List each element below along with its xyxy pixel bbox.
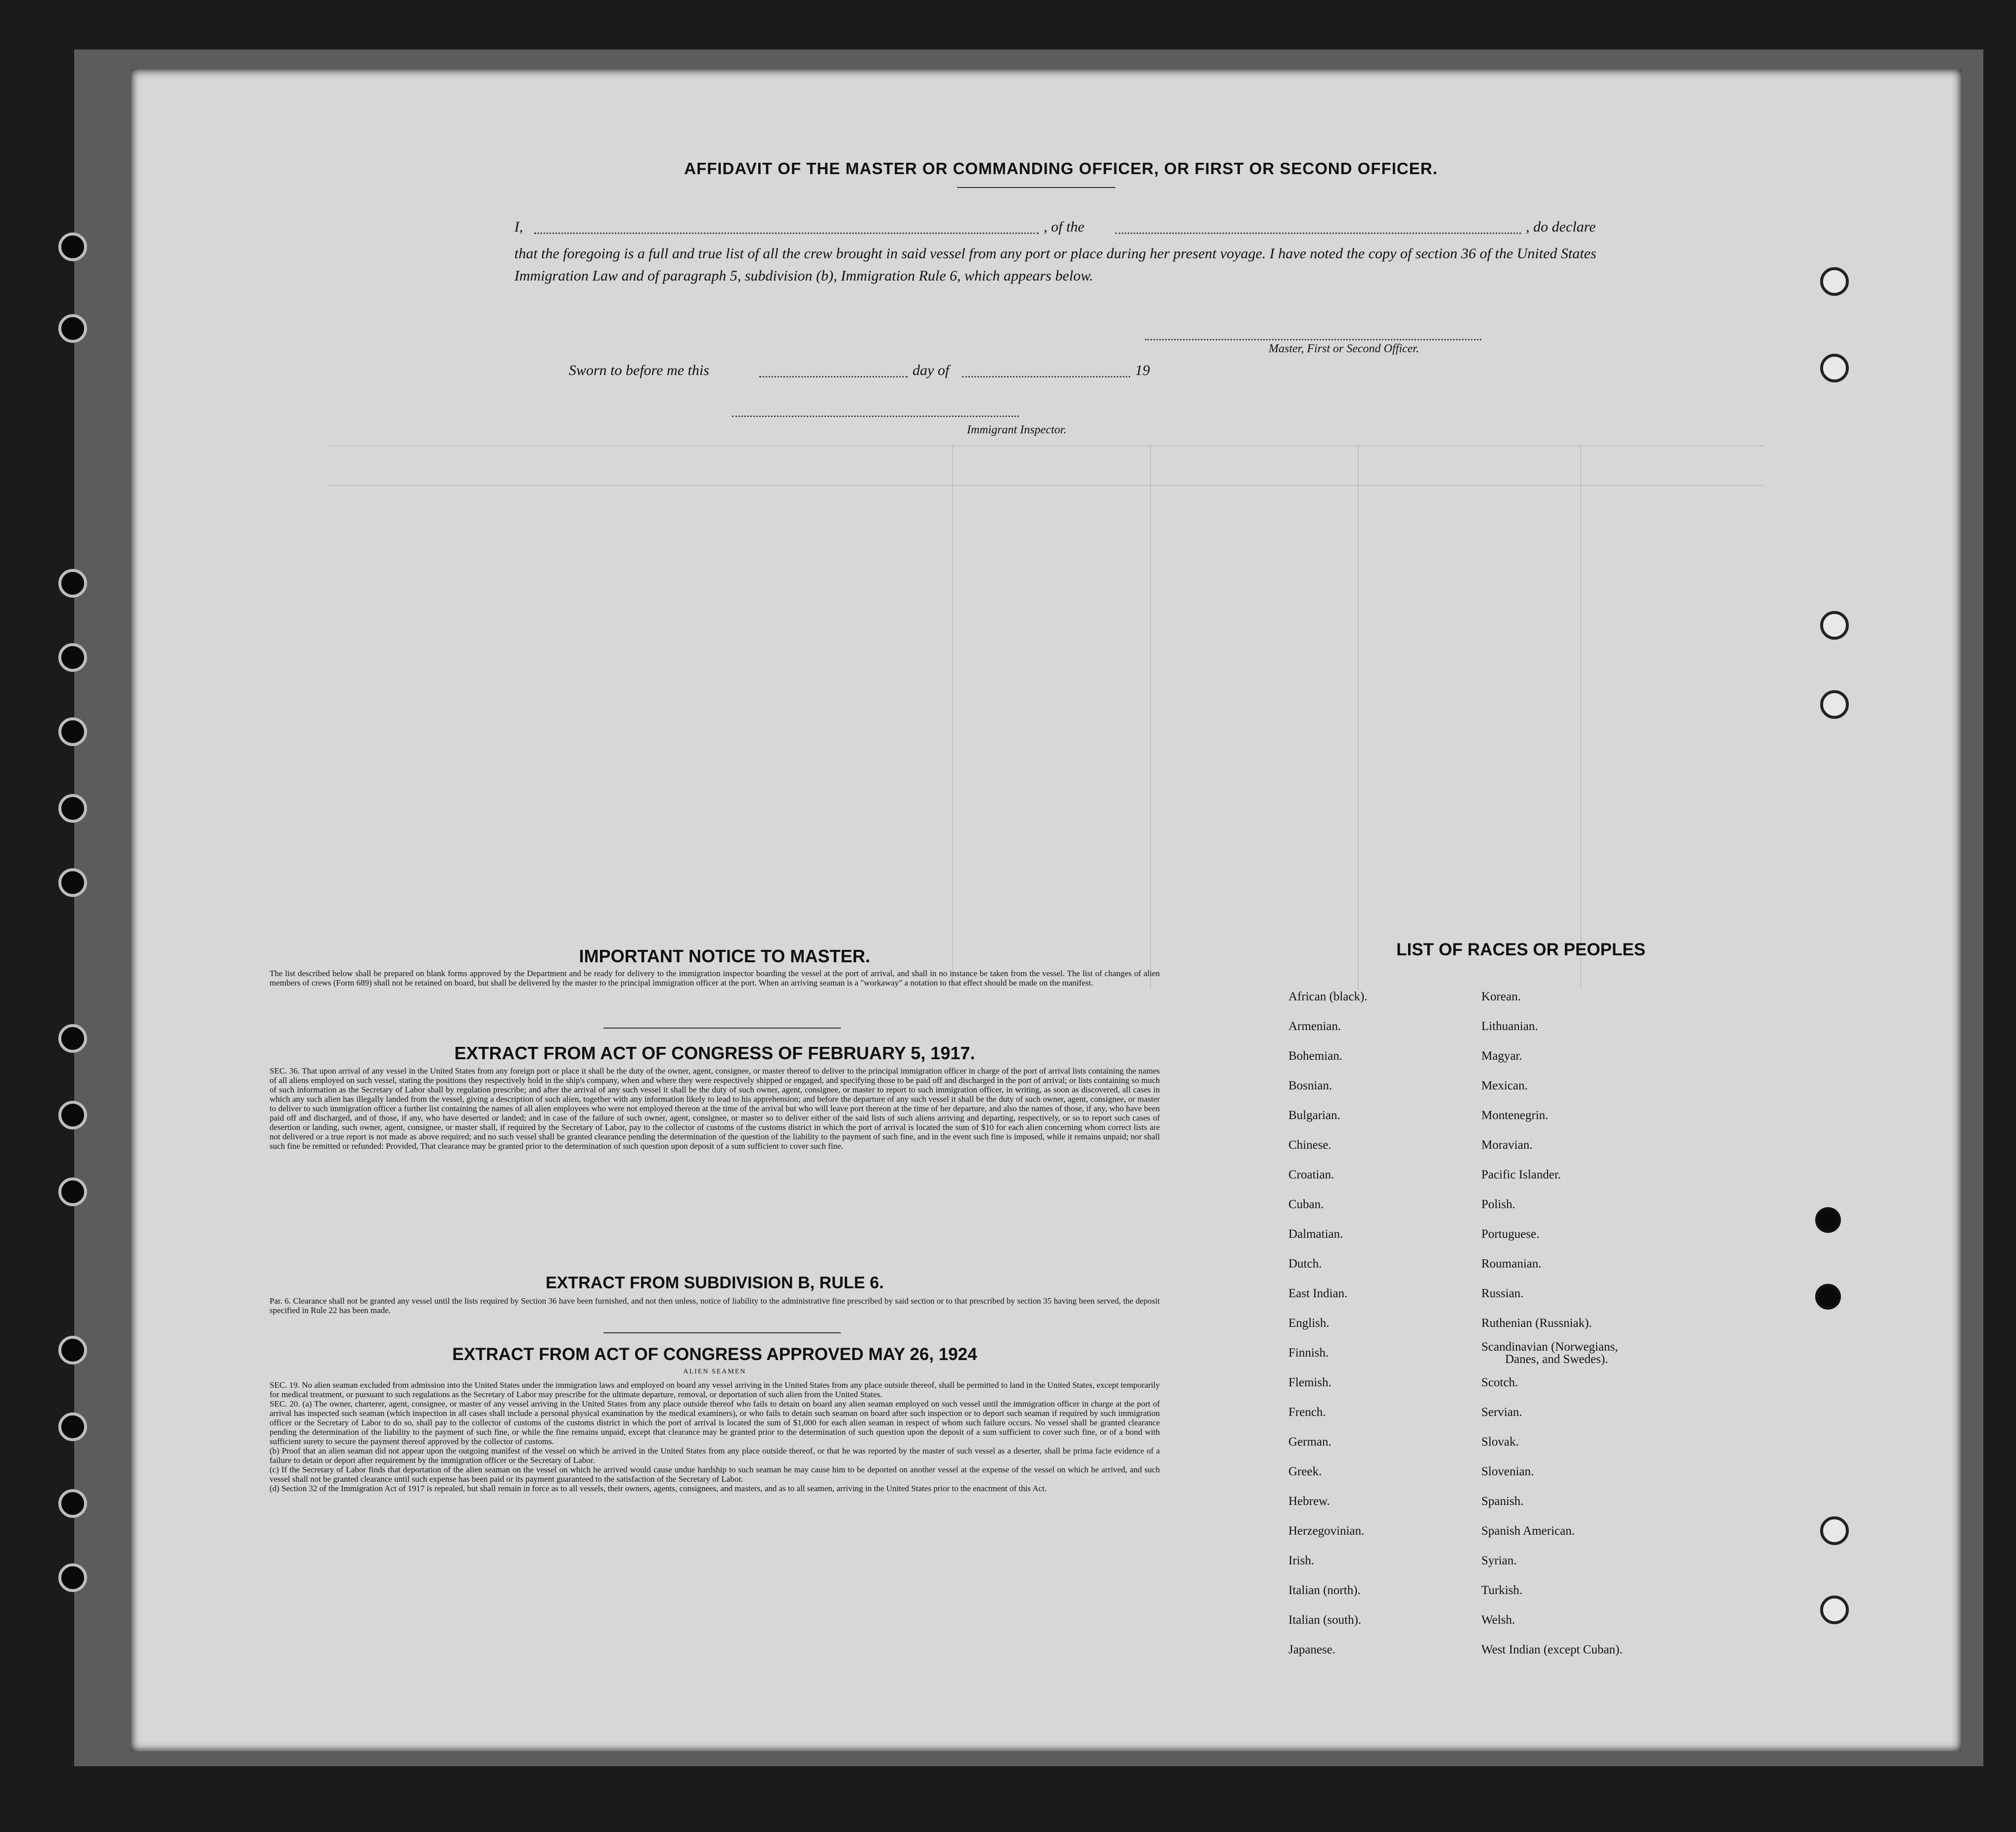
sec-20b-text: (b) Proof that an alien seaman did not appear upon the outgoing manifest of the vessel on which he arrived in the United States from any place outside thereof, or that he was reported by the master of such vessel as a deserter, shall be prima facie evidence of a failure to detain or deport after requirement by the immigration officer or the Secretary of Labor.	[270, 1446, 1160, 1465]
race-item: Dalmatian.	[1288, 1227, 1343, 1241]
race-item: German.	[1288, 1435, 1331, 1449]
inspector-blank	[732, 416, 1019, 417]
sworn-month-blank	[962, 376, 1130, 377]
race-item: French.	[1288, 1406, 1326, 1419]
sec-20c-text: (c) If the Secretary of Labor finds that deportation of the alien seaman on the vessel on which he arrived would cause undue hardship to such seaman he may cause him to be deported on another vessel at the expense of the vessel on which he arrived, and such vessel shall not be granted clearance until such expense has been paid or its payment guaranteed to the satisfaction of the Secretary of Labor.	[270, 1465, 1160, 1484]
binder-hole	[58, 1489, 87, 1518]
race-item: Slovak.	[1481, 1435, 1519, 1449]
sec-20a-text: SEC. 20. (a) The owner, charterer, agent, consignee, or master of any vessel arriving in the United States from any place outside thereof who fails to detain on board any alien seaman employed on such vessel until the immigration officer in charge at the port of arrival has inspected such seaman (which inspection in all cases shall include a personal physical examination by the medical examiners), or who fails to detain such seaman on board after such inspection or to deport such seaman if required by such immigration officer or the Secretary of Labor to do so, shall pay to the collector of customs of the customs district in which the port of arrival is located the sum of $1,000 for each alien seaman in respect of whom such failure occurs. No vessel shall be granted clearance pending the determination of the liability to the payment of such fine, or while the fine remains unpaid, except that clearance may be granted prior to the determination of such question upon the deposit of a sum sufficient to cover such fine, or of a bond with sufficient surety to secure the payment thereof approved by the collector of customs.	[270, 1399, 1160, 1446]
affidavit-of-the: , of the	[1044, 219, 1085, 235]
race-item: Greek.	[1288, 1465, 1322, 1478]
race-item: Irish.	[1288, 1554, 1315, 1567]
races-title: LIST OF RACES OR PEOPLES	[1396, 940, 1646, 959]
race-item: Spanish.	[1481, 1495, 1524, 1508]
binder-hole	[58, 1101, 87, 1129]
binder-hole	[58, 569, 87, 598]
race-item: Servian.	[1481, 1406, 1522, 1419]
binder-hole	[1820, 267, 1849, 296]
extract-1917-title: EXTRACT FROM ACT OF CONGRESS OF FEBRUARY 5, 1917.	[454, 1043, 975, 1063]
binder-hole	[1815, 1284, 1841, 1310]
race-item: Portuguese.	[1481, 1227, 1540, 1241]
race-item: Japanese.	[1288, 1643, 1336, 1656]
binder-hole	[1820, 611, 1849, 640]
race-item: Scandinavian (Norwegians,	[1481, 1340, 1618, 1354]
race-item: Cuban.	[1288, 1198, 1324, 1211]
race-item: Spanish American.	[1481, 1524, 1575, 1538]
binder-hole	[58, 643, 87, 672]
race-item: Finnish.	[1288, 1346, 1329, 1360]
sec-19-text: SEC. 19. No alien seaman excluded from admission into the United States under the immigration laws and employed on board any vessel arriving in the United States from any place outside thereof, shall be permitted to land in the United States, except temporarily for medical treatment, or pursuant to such regulations as the Secretary of Labor may prescribe for the ultimate departure, removal, or deportation of such alien from the United States.	[270, 1380, 1160, 1399]
extract-1917-body: SEC. 36. That upon arrival of any vessel in the United States from any foreign port or place it shall be the duty of the owner, agent, consignee, or master thereof to deliver to the principal immigration officer in charge of the port of arrival lists containing the names of all aliens employed on such vessel, stating the positions they respectively hold in the ship's company, when and where they were respectively shipped or engaged, and specifying those to be paid off and discharged in the port of arrival; or lists containing so much of such information as the Secretary of Labor shall by regulation prescribe; and after the arrival of any such vessel it shall be the duty of such owner, agent, consignee, or master to report to such immigration officer, in writing, as soon as discovered, all cases in which any such alien has illegally landed from the vessel, giving a description of such alien, together with any information likely to lead to his apprehension; and before the departure of any such vessel it shall be the duty of such owner, agent, consignee, or master to deliver to such immigration officer a further list containing the names of all alien employees who were not employed thereon at the time of the arrival but who will leave port thereon at the time of her departure, and also the names of those, if any, who have been paid off and discharged, and of those, if any, who have deserted or landed; and in case of the failure of such owner, agent, consignee, or master so to deliver either of the said lists of such aliens arriving and departing, respectively, or so to report such cases of desertion or landing, such owner, agent, consignee, or master shall, if required by the Secretary of Labor, pay to the collector of customs of the customs district in which the port of arrival is located the sum of $10 for each alien concerning whom correct lists are not delivered or a true report is not made as above required; and no such vessel shall be granted clearance pending the determination of the question of the liability to the payment of such fine, and in the event such fine is imposed, while it remains unpaid; nor shall such fine be remitted or refunded: Provided, That clearance may be granted prior to the determination of such question upon deposit of a sum sufficient to cover such fine.	[270, 1066, 1160, 1151]
race-item: Bosnian.	[1288, 1079, 1332, 1092]
sworn-text: Sworn to before me this	[569, 362, 709, 378]
binder-hole	[58, 233, 87, 261]
races-left-column	[1288, 982, 1368, 1665]
year-text: 19	[1135, 362, 1150, 378]
name-blank	[534, 233, 1039, 234]
race-item: Scotch.	[1481, 1376, 1518, 1389]
race-item: Korean.	[1481, 990, 1521, 1003]
binder-hole	[1815, 1207, 1841, 1233]
sworn-day-blank	[759, 376, 908, 377]
affidavit-i: I,	[514, 219, 523, 235]
race-item: Magyar.	[1481, 1049, 1522, 1063]
binder-hole	[1820, 690, 1849, 719]
vessel-blank	[1115, 233, 1521, 234]
race-item: Italian (north).	[1288, 1584, 1361, 1597]
race-item: Italian (south).	[1288, 1613, 1362, 1627]
race-item: Flemish.	[1288, 1376, 1331, 1389]
divider	[603, 1028, 841, 1029]
extract-1924-title: EXTRACT FROM ACT OF CONGRESS APPROVED MAY 26, 1924	[452, 1345, 977, 1364]
race-item: Welsh.	[1481, 1613, 1515, 1627]
binder-hole	[58, 717, 87, 746]
race-item: Montenegrin.	[1481, 1109, 1549, 1122]
race-item: Pacific Islander.	[1481, 1168, 1561, 1181]
binder-hole	[58, 314, 87, 343]
extract-rule6-body: Par. 6. Clearance shall not be granted any vessel until the lists required by Section 36 have been furnished, and not then unless, notice of liability to the administrative fine prescribed by said section or to that prescribed by section 35 having been served, the deposit specified in Rule 22 has been made.	[270, 1296, 1160, 1315]
binder-hole	[1820, 1516, 1849, 1545]
sec-20d-text: (d) Section 32 of the Immigration Act of 1917 is repealed, but shall remain in force as to all vessels, their owners, agents, consignees, and masters, and as to all seamen, arriving in the United States prior to the enactment of this Act.	[270, 1484, 1047, 1493]
race-item: Danes, and Swedes).	[1505, 1353, 1608, 1366]
day-of-text: day of	[913, 362, 950, 378]
race-item: Hebrew.	[1288, 1495, 1330, 1508]
binder-hole	[58, 1024, 87, 1053]
race-item: Polish.	[1481, 1198, 1515, 1211]
race-item: Slovenian.	[1481, 1465, 1534, 1478]
race-item: Russian.	[1481, 1287, 1524, 1300]
race-item: Dutch.	[1288, 1257, 1322, 1270]
race-item: Bulgarian.	[1288, 1109, 1340, 1122]
divider	[957, 187, 1115, 188]
manifest-page	[131, 69, 1961, 1751]
binder-hole	[58, 1336, 87, 1364]
race-item: Lithuanian.	[1481, 1020, 1538, 1033]
signature-label: Master, First or Second Officer.	[1269, 342, 1419, 355]
extract-1924-body	[270, 1380, 1160, 1493]
binder-hole	[1820, 1596, 1849, 1624]
binder-hole	[58, 1412, 87, 1441]
race-item: Mexican.	[1481, 1079, 1528, 1092]
binder-hole	[58, 794, 87, 823]
race-item: Turkish.	[1481, 1584, 1523, 1597]
extract-rule6-title: EXTRACT FROM SUBDIVISION B, RULE 6.	[546, 1273, 884, 1292]
race-item: East Indian.	[1288, 1287, 1348, 1300]
binder-hole	[1820, 354, 1849, 382]
divider	[603, 1332, 841, 1333]
race-item: African (black).	[1288, 990, 1368, 1003]
race-item: Herzegovinian.	[1288, 1524, 1365, 1538]
race-item: Chinese.	[1288, 1138, 1331, 1152]
race-item: Croatian.	[1288, 1168, 1334, 1181]
signature-blank	[1145, 339, 1481, 340]
race-item: Moravian.	[1481, 1138, 1533, 1152]
extract-1924-subtitle: ALIEN SEAMEN	[683, 1368, 746, 1375]
inspector-label: Immigrant Inspector.	[967, 423, 1067, 436]
race-item: English.	[1288, 1316, 1329, 1330]
race-item: Roumanian.	[1481, 1257, 1542, 1270]
binder-hole	[58, 1563, 87, 1592]
affidavit-do-declare: , do declare	[1526, 219, 1596, 235]
affidavit-title: AFFIDAVIT OF THE MASTER OR COMMANDING OFFICER, OR FIRST OR SECOND OFFICER.	[684, 159, 1438, 178]
race-item: Bohemian.	[1288, 1049, 1343, 1063]
race-item: Armenian.	[1288, 1020, 1341, 1033]
notice-title: IMPORTANT NOTICE TO MASTER.	[579, 946, 871, 966]
race-item: West Indian (except Cuban).	[1481, 1643, 1623, 1656]
bleed-through	[131, 69, 1961, 1751]
races-right-column	[1481, 982, 1622, 1665]
notice-body: The list described below shall be prepared on blank forms approved by the Department and be ready for delivery to the immigration inspector boarding the vessel at the port of arrival, and shall in no instance be taken from the vessel. The list of changes of alien members of crews (Form 689) shall not be retained on board, but shall be delivered by the master to the principal immigration officer at the port. When an arriving seaman is a "workaway" a notation to that effect should be made on the manifest.	[270, 969, 1160, 987]
binder-hole	[58, 1177, 87, 1206]
affidavit-body: that the foregoing is a full and true list of all the crew brought in said vessel from any port or place during her present voyage. I have noted the copy of section 36 of the United States Immigration Law and of paragraph 5, subdivision (b), Immigration Rule 6, which appears below.	[514, 245, 1597, 284]
race-item: Ruthenian (Russniak).	[1481, 1316, 1592, 1330]
binder-hole	[58, 868, 87, 897]
race-item: Syrian.	[1481, 1554, 1517, 1567]
